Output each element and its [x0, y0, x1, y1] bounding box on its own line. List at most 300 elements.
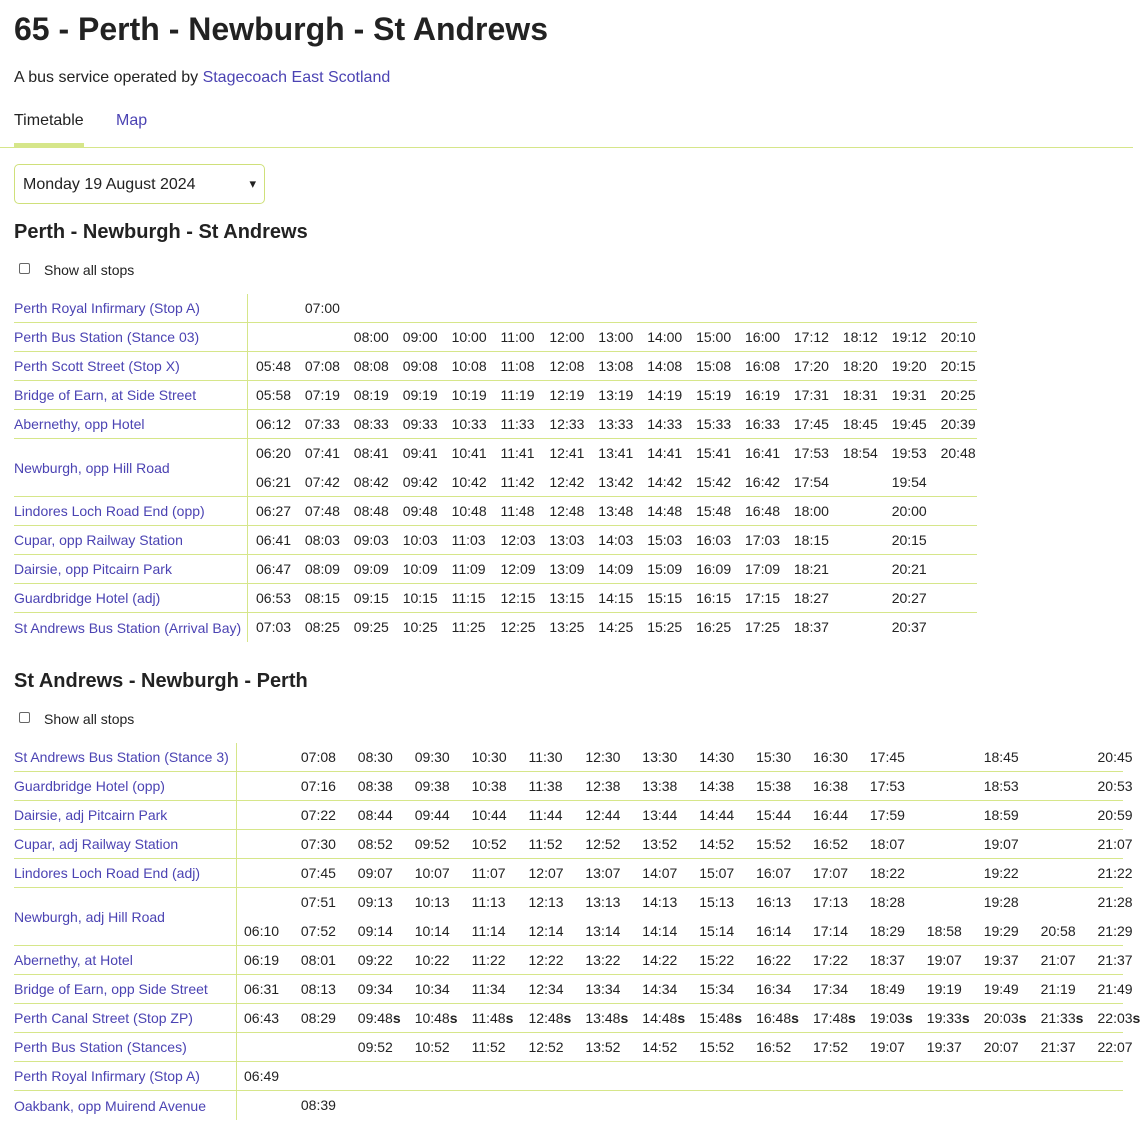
departure-time: 19:07 — [926, 952, 962, 968]
departure-time: 14:48s — [642, 1010, 686, 1026]
timetable-row — [14, 830, 1133, 859]
set-down-only-marker: s — [734, 1010, 743, 1026]
departure-time: 13:08 — [598, 358, 634, 374]
stop-link[interactable]: Dairsie, opp Pitcairn Park — [14, 555, 248, 583]
show-all-stops-toggle-inbound[interactable] — [19, 710, 159, 728]
stop-link[interactable]: St Andrews Bus Station (Arrival Bay) — [14, 613, 248, 642]
departure-time: 09:34 — [357, 981, 393, 997]
timetable-outbound — [14, 294, 977, 642]
show-all-stops-label: Show all stops — [44, 711, 135, 727]
group-title-outbound: Perth - Newburgh - St Andrews — [14, 221, 308, 243]
tab-timetable[interactable]: Timetable — [14, 111, 84, 147]
departure-time: 08:38 — [357, 778, 393, 794]
departure-time: 16:42 — [745, 474, 781, 490]
departure-time: 15:34 — [699, 981, 735, 997]
departure-time: 12:14 — [528, 923, 564, 939]
departure-time: 14:38 — [699, 778, 735, 794]
departure-time: 06:53 — [256, 590, 292, 606]
departure-time: 18:37 — [793, 619, 829, 635]
departure-time: 11:09 — [451, 561, 486, 577]
departure-time: 15:52 — [699, 1039, 735, 1055]
departure-time: 07:03 — [256, 619, 292, 635]
departure-time: 17:53 — [793, 445, 829, 461]
stop-link[interactable]: Perth Scott Street (Stop X) — [14, 352, 248, 380]
departure-time: 09:00 — [402, 329, 438, 345]
tab-bar — [0, 105, 1133, 148]
departure-time: 18:22 — [869, 865, 905, 881]
departure-time: 21:19 — [1040, 981, 1076, 997]
departure-time: 16:07 — [756, 865, 792, 881]
departure-time: 10:07 — [414, 865, 450, 881]
departure-time: 14:00 — [647, 329, 683, 345]
departure-time: 07:41 — [304, 445, 340, 461]
stop-link[interactable]: Perth Royal Infirmary (Stop A) — [14, 1062, 237, 1090]
date-select-value: Monday 19 August 2024 — [23, 176, 196, 193]
departure-time: 20:48 — [940, 445, 976, 461]
departure-time: 14:42 — [647, 474, 683, 490]
departure-time: 05:58 — [256, 387, 292, 403]
timetable-row — [14, 772, 1133, 801]
departure-time: 12:48 — [549, 503, 585, 519]
departure-time: 14:30 — [699, 749, 735, 765]
timetable-row — [14, 888, 1133, 946]
set-down-only-marker: s — [563, 1010, 572, 1026]
stop-link[interactable]: Newburgh, adj Hill Road — [14, 888, 237, 945]
departure-time: 07:42 — [304, 474, 340, 490]
departure-time: 20:53 — [1097, 778, 1133, 794]
departure-time: 09:14 — [357, 923, 393, 939]
departure-time: 09:19 — [402, 387, 438, 403]
departure-time: 07:16 — [300, 778, 336, 794]
departure-time: 18:21 — [793, 561, 829, 577]
timetable-row — [14, 584, 977, 613]
departure-time: 09:38 — [414, 778, 450, 794]
departure-time: 07:30 — [300, 836, 336, 852]
departure-time: 13:22 — [585, 952, 621, 968]
departure-time: 11:44 — [528, 807, 563, 823]
departure-time: 07:22 — [300, 807, 336, 823]
departure-time: 10:00 — [451, 329, 487, 345]
departure-time: 08:01 — [300, 952, 336, 968]
departure-time: 11:08 — [500, 358, 535, 374]
departure-time: 15:25 — [647, 619, 683, 635]
stop-link[interactable]: Cupar, adj Railway Station — [14, 830, 237, 858]
departure-time: 19:12 — [891, 329, 927, 345]
departure-time: 15:42 — [696, 474, 732, 490]
departure-time: 10:52 — [471, 836, 507, 852]
departure-time: 22:03s — [1097, 1010, 1140, 1026]
departure-time: 11:41 — [500, 445, 535, 461]
departure-time: 17:48s — [813, 1010, 856, 1026]
departure-time: 11:13 — [471, 894, 506, 910]
timetable-row — [14, 294, 977, 323]
timetable-row — [14, 859, 1133, 888]
departure-time: 13:44 — [642, 807, 678, 823]
departure-time: 14:03 — [598, 532, 634, 548]
departure-time: 08:00 — [353, 329, 389, 345]
departure-time: 17:54 — [793, 474, 829, 490]
departure-time: 14:34 — [642, 981, 678, 997]
stop-link[interactable]: Lindores Loch Road End (opp) — [14, 497, 248, 525]
departure-time: 12:52 — [585, 836, 621, 852]
departure-time: 13:48 — [598, 503, 634, 519]
departure-time: 13:03 — [549, 532, 585, 548]
departure-time: 20:10 — [940, 329, 976, 345]
chevron-down-icon: ▾ — [249, 176, 256, 191]
tab-map[interactable]: Map — [116, 112, 148, 129]
departure-time: 12:08 — [549, 358, 585, 374]
departure-time: 16:33 — [745, 416, 781, 432]
departure-time: 13:14 — [585, 923, 621, 939]
departure-time: 07:08 — [304, 358, 340, 374]
stop-link[interactable]: Perth Bus Station (Stances) — [14, 1033, 237, 1061]
departure-time: 06:47 — [256, 561, 292, 577]
departure-time: 16:38 — [813, 778, 849, 794]
departure-time: 12:30 — [585, 749, 621, 765]
departure-time: 10:48s — [414, 1010, 458, 1026]
departure-time: 12:52 — [528, 1039, 564, 1055]
departure-time: 10:19 — [451, 387, 487, 403]
departure-time: 17:03 — [745, 532, 781, 548]
timetable-row — [14, 323, 977, 352]
departure-time: 12:38 — [585, 778, 621, 794]
departure-time: 14:08 — [647, 358, 683, 374]
departure-time: 08:25 — [304, 619, 340, 635]
departure-time: 20:21 — [891, 561, 927, 577]
stop-link[interactable]: Perth Canal Street (Stop ZP) — [14, 1004, 237, 1032]
departure-time: 18:37 — [869, 952, 905, 968]
departure-time: 10:42 — [451, 474, 487, 490]
set-down-only-marker: s — [677, 1010, 686, 1026]
departure-time: 15:48 — [696, 503, 732, 519]
departure-time: 18:00 — [793, 503, 829, 519]
departure-time: 13:52 — [585, 1039, 621, 1055]
departure-time: 10:22 — [414, 952, 450, 968]
departure-time: 18:28 — [869, 894, 905, 910]
departure-time: 15:15 — [647, 590, 683, 606]
departure-time: 18:29 — [869, 923, 905, 939]
departure-time: 08:09 — [304, 561, 340, 577]
departure-time: 19:33s — [926, 1010, 970, 1026]
departure-time: 11:33 — [500, 416, 535, 432]
timetable-row — [14, 743, 1133, 772]
departure-time: 10:48 — [451, 503, 487, 519]
departure-time: 10:25 — [402, 619, 438, 635]
departure-time: 06:27 — [256, 503, 292, 519]
timetable-row — [14, 497, 977, 526]
departure-time: 18:31 — [842, 387, 878, 403]
departure-time: 15:52 — [756, 836, 792, 852]
timetable-row — [14, 352, 977, 381]
departure-time: 15:13 — [699, 894, 735, 910]
departure-time: 09:03 — [353, 532, 389, 548]
departure-time: 08:44 — [357, 807, 393, 823]
departure-time: 12:44 — [585, 807, 621, 823]
departure-time: 13:30 — [642, 749, 678, 765]
departure-time: 16:19 — [745, 387, 781, 403]
departure-time: 09:33 — [402, 416, 438, 432]
departure-time: 15:09 — [647, 561, 683, 577]
checkbox-outbound[interactable] — [19, 263, 30, 274]
departure-time: 17:45 — [793, 416, 829, 432]
timetable-row — [14, 1033, 1133, 1062]
stop-link[interactable]: Newburgh, opp Hill Road — [14, 439, 248, 496]
departure-time: 16:08 — [745, 358, 781, 374]
departure-time: 07:19 — [304, 387, 340, 403]
departure-time: 20:15 — [940, 358, 976, 374]
operator-line — [14, 68, 390, 88]
departure-time: 18:54 — [842, 445, 878, 461]
departure-time: 18:20 — [842, 358, 878, 374]
set-down-only-marker: s — [904, 1010, 913, 1026]
departure-time: 14:33 — [647, 416, 683, 432]
departure-time: 14:48 — [647, 503, 683, 519]
departure-time: 08:19 — [353, 387, 389, 403]
departure-time: 12:19 — [549, 387, 585, 403]
departure-time: 20:39 — [940, 416, 976, 432]
departure-time: 15:33 — [696, 416, 732, 432]
departure-time: 17:09 — [745, 561, 781, 577]
stop-link[interactable]: Cupar, opp Railway Station — [14, 526, 248, 554]
departure-time: 20:37 — [891, 619, 927, 635]
departure-time: 16:00 — [745, 329, 781, 345]
departure-time: 09:09 — [353, 561, 389, 577]
departure-time: 11:52 — [528, 836, 563, 852]
departure-time: 13:07 — [585, 865, 621, 881]
departure-time: 15:07 — [699, 865, 735, 881]
departure-time: 06:10 — [244, 923, 280, 939]
departure-time: 09:30 — [414, 749, 450, 765]
departure-time: 13:38 — [642, 778, 678, 794]
departure-time: 09:48 — [402, 503, 438, 519]
departure-time: 16:52 — [756, 1039, 792, 1055]
departure-time: 16:14 — [756, 923, 792, 939]
stop-link[interactable]: Abernethy, opp Hotel — [14, 410, 248, 438]
operator-link[interactable]: Stagecoach East Scotland — [202, 69, 391, 86]
timetable-row — [14, 526, 977, 555]
departure-time: 07:45 — [300, 865, 336, 881]
departure-time: 08:48 — [353, 503, 389, 519]
departure-time: 17:07 — [813, 865, 849, 881]
departure-time: 21:37 — [1040, 1039, 1076, 1055]
departure-time: 12:00 — [549, 329, 585, 345]
stop-link[interactable]: Perth Royal Infirmary (Stop A) — [14, 294, 248, 322]
timetable-row — [14, 381, 977, 410]
departure-time: 15:22 — [699, 952, 735, 968]
departure-time: 11:42 — [500, 474, 535, 490]
stop-link[interactable]: Guardbridge Hotel (adj) — [14, 584, 248, 612]
departure-time: 09:25 — [353, 619, 389, 635]
departure-time: 19:07 — [983, 836, 1019, 852]
departure-time: 15:00 — [696, 329, 732, 345]
departure-time: 21:33s — [1040, 1010, 1084, 1026]
departure-time: 19:49 — [983, 981, 1019, 997]
stop-link[interactable]: Bridge of Earn, opp Side Street — [14, 975, 237, 1003]
timetable-row — [14, 439, 977, 497]
departure-time: 08:03 — [304, 532, 340, 548]
departure-time: 15:30 — [756, 749, 792, 765]
departure-time: 20:45 — [1097, 749, 1133, 765]
departure-time: 10:44 — [471, 807, 507, 823]
show-all-stops-toggle-outbound[interactable] — [19, 261, 159, 279]
departure-time: 14:14 — [642, 923, 678, 939]
timetable-row — [14, 613, 977, 642]
departure-time: 19:22 — [983, 865, 1019, 881]
departure-time: 17:13 — [813, 894, 849, 910]
set-down-only-marker: s — [505, 1010, 514, 1026]
departure-time: 19:28 — [983, 894, 1019, 910]
departure-time: 16:22 — [756, 952, 792, 968]
departure-time: 18:53 — [983, 778, 1019, 794]
departure-time: 06:12 — [256, 416, 292, 432]
departure-time: 17:59 — [869, 807, 905, 823]
operator-prefix: A bus service operated by — [14, 69, 203, 86]
departure-time: 10:13 — [414, 894, 450, 910]
departure-time: 06:31 — [244, 981, 280, 997]
departure-time: 10:14 — [414, 923, 450, 939]
group-title-inbound: St Andrews - Newburgh - Perth — [14, 670, 308, 692]
departure-time: 21:28 — [1097, 894, 1133, 910]
departure-time: 16:09 — [696, 561, 732, 577]
departure-time: 13:34 — [585, 981, 621, 997]
set-down-only-marker: s — [848, 1010, 856, 1026]
stop-link[interactable]: Oakbank, opp Muirend Avenue — [14, 1091, 237, 1120]
departure-time: 12:22 — [528, 952, 564, 968]
departure-time: 11:34 — [471, 981, 506, 997]
departure-time: 17:14 — [813, 923, 849, 939]
page-title: 65 - Perth - Newburgh - St Andrews — [14, 11, 548, 47]
departure-time: 16:52 — [813, 836, 849, 852]
departure-time: 14:09 — [598, 561, 634, 577]
departure-time: 17:20 — [793, 358, 829, 374]
departure-time: 09:08 — [402, 358, 438, 374]
timetable-row — [14, 555, 977, 584]
departure-time: 19:37 — [926, 1039, 962, 1055]
departure-time: 11:38 — [528, 778, 563, 794]
set-down-only-marker: s — [392, 1010, 401, 1026]
departure-time: 08:30 — [357, 749, 393, 765]
departure-time: 07:48 — [304, 503, 340, 519]
departure-time: 18:15 — [793, 532, 829, 548]
departure-time: 08:15 — [304, 590, 340, 606]
departure-time: 06:21 — [256, 474, 292, 490]
checkbox-inbound[interactable] — [19, 712, 30, 723]
departure-time: 14:52 — [642, 1039, 678, 1055]
departure-time: 15:03 — [647, 532, 683, 548]
departure-time: 09:44 — [414, 807, 450, 823]
departure-time: 12:34 — [528, 981, 564, 997]
departure-time: 16:13 — [756, 894, 792, 910]
departure-time: 08:08 — [353, 358, 389, 374]
departure-time: 09:52 — [357, 1039, 393, 1055]
stop-link[interactable]: Lindores Loch Road End (adj) — [14, 859, 237, 887]
stop-link[interactable]: Perth Bus Station (Stance 03) — [14, 323, 248, 351]
stop-link[interactable]: Abernethy, at Hotel — [14, 946, 237, 974]
departure-time: 18:45 — [842, 416, 878, 432]
departure-time: 10:34 — [414, 981, 450, 997]
departure-time: 14:19 — [647, 387, 683, 403]
departure-time: 13:13 — [585, 894, 621, 910]
departure-time: 16:48s — [756, 1010, 799, 1026]
departure-time: 13:52 — [642, 836, 678, 852]
departure-time: 12:13 — [528, 894, 564, 910]
departure-time: 08:42 — [353, 474, 389, 490]
departure-time: 08:29 — [300, 1010, 336, 1026]
departure-time: 10:03 — [402, 532, 438, 548]
departure-time: 12:41 — [549, 445, 585, 461]
departure-time: 19:20 — [891, 358, 927, 374]
set-down-only-marker: s — [791, 1010, 799, 1026]
departure-time: 19:53 — [891, 445, 927, 461]
departure-time: 21:07 — [1097, 836, 1133, 852]
departure-time: 11:48s — [471, 1010, 514, 1026]
departure-time: 08:33 — [353, 416, 389, 432]
departure-time: 13:15 — [549, 590, 585, 606]
departure-time: 09:42 — [402, 474, 438, 490]
departure-time: 12:33 — [549, 416, 585, 432]
departure-time: 20:07 — [983, 1039, 1019, 1055]
departure-time: 16:41 — [745, 445, 781, 461]
departure-time: 19:29 — [983, 923, 1019, 939]
set-down-only-marker: s — [1132, 1010, 1140, 1026]
departure-time: 21:29 — [1097, 923, 1133, 939]
set-down-only-marker: s — [449, 1010, 458, 1026]
timetable-row — [14, 1091, 1123, 1120]
stop-link[interactable]: St Andrews Bus Station (Stance 3) — [14, 743, 237, 771]
stop-link[interactable]: Dairsie, adj Pitcairn Park — [14, 801, 237, 829]
departure-time: 19:03s — [869, 1010, 913, 1026]
departure-time: 11:19 — [500, 387, 535, 403]
departure-time: 11:52 — [471, 1039, 506, 1055]
departure-time: 06:43 — [244, 1010, 280, 1026]
departure-time: 12:07 — [528, 865, 564, 881]
departure-time: 09:15 — [353, 590, 389, 606]
timetable-row — [14, 410, 977, 439]
timetable-row — [14, 946, 1133, 975]
departure-time: 10:33 — [451, 416, 487, 432]
departure-time: 14:15 — [598, 590, 634, 606]
departure-time: 11:25 — [451, 619, 486, 635]
departure-time: 10:41 — [451, 445, 487, 461]
departure-time: 18:45 — [983, 749, 1019, 765]
departure-time: 18:58 — [926, 923, 962, 939]
departure-time: 12:25 — [500, 619, 536, 635]
departure-time: 16:30 — [813, 749, 849, 765]
departure-time: 16:44 — [813, 807, 849, 823]
departure-time: 13:19 — [598, 387, 634, 403]
date-select[interactable] — [14, 164, 265, 204]
departure-time: 13:00 — [598, 329, 634, 345]
departure-time: 09:22 — [357, 952, 393, 968]
departure-time: 18:07 — [869, 836, 905, 852]
departure-time: 21:37 — [1097, 952, 1133, 968]
departure-time: 17:22 — [813, 952, 849, 968]
departure-time: 18:27 — [793, 590, 829, 606]
departure-time: 07:51 — [300, 894, 336, 910]
departure-time: 10:15 — [402, 590, 438, 606]
departure-time: 14:44 — [699, 807, 735, 823]
stop-link[interactable]: Bridge of Earn, at Side Street — [14, 381, 248, 409]
show-all-stops-label: Show all stops — [44, 262, 135, 278]
departure-time: 07:33 — [304, 416, 340, 432]
departure-time: 08:13 — [300, 981, 336, 997]
departure-time: 16:03 — [696, 532, 732, 548]
departure-time: 17:15 — [745, 590, 781, 606]
departure-time: 11:30 — [528, 749, 563, 765]
departure-time: 19:31 — [891, 387, 927, 403]
stop-link[interactable]: Guardbridge Hotel (opp) — [14, 772, 237, 800]
departure-time: 20:15 — [891, 532, 927, 548]
